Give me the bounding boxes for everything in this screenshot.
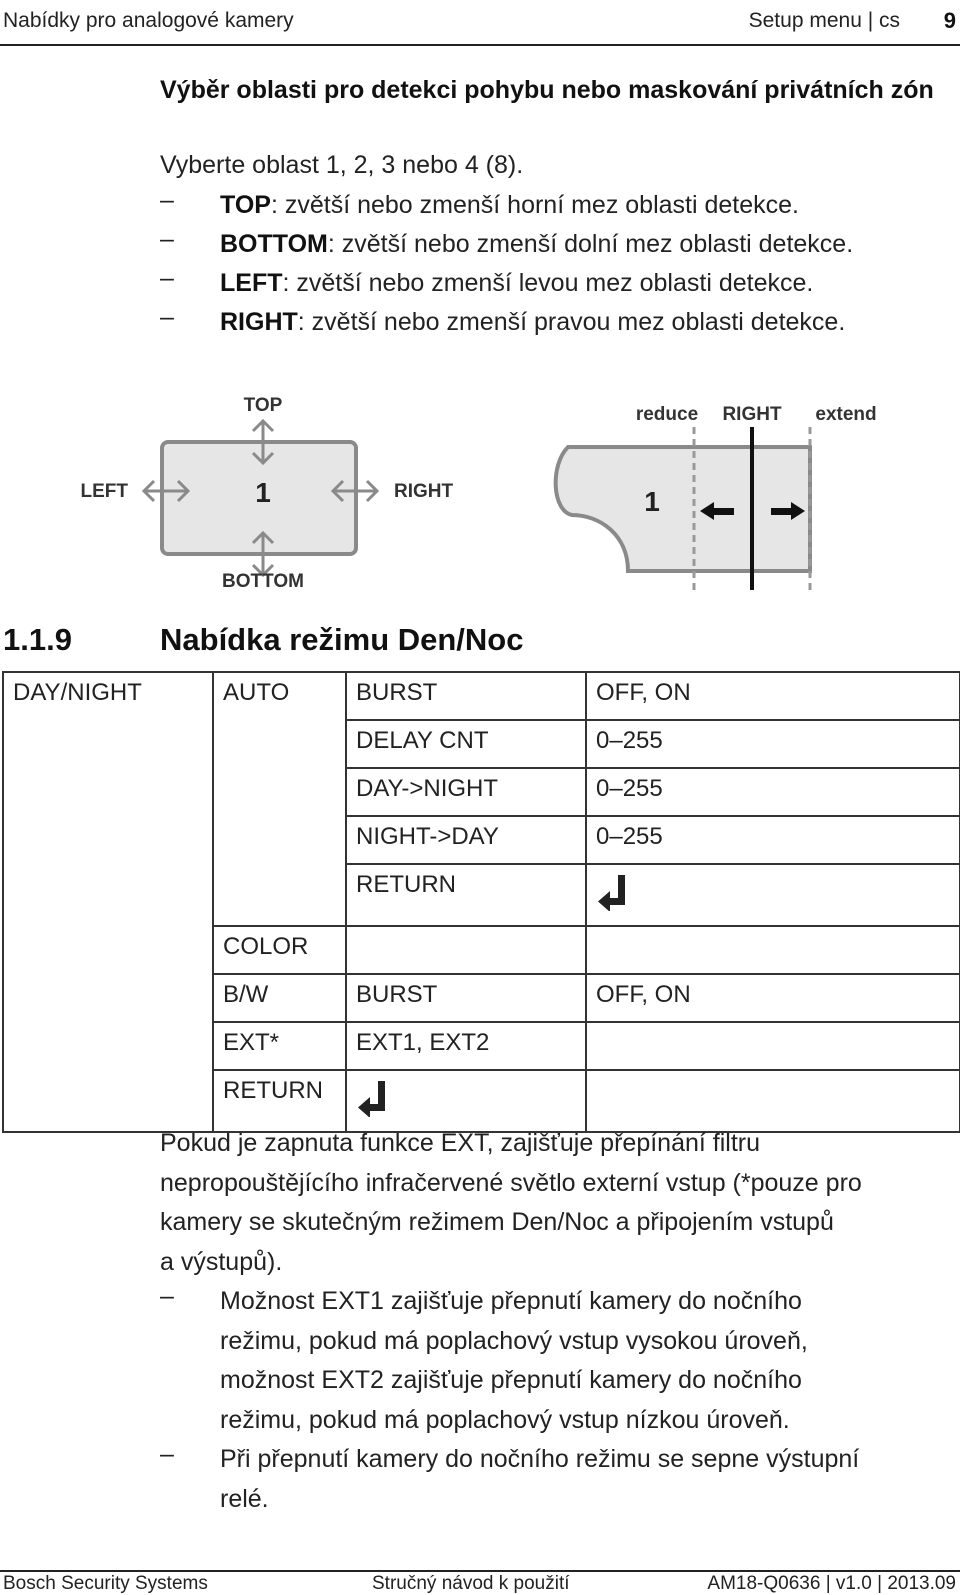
section-intro: Vyberte oblast 1, 2, 3 nebo 4 (8). — [160, 151, 524, 179]
footer-doc-id: AM18-Q0636 | v1.0 | 2013.09 — [707, 1573, 956, 1594]
diagram-area-number-2: 1 — [644, 486, 660, 517]
table-cell: 0–255 — [586, 768, 960, 816]
table-cell — [586, 1070, 960, 1132]
footer-company: Bosch Security Systems — [3, 1573, 208, 1594]
text-line: kamery se skutečným režimem Den/Noc a připojením vstupů — [160, 1208, 834, 1236]
text-line: Pokud je zapnuta funkce EXT, zajišťuje přepínání filtru — [160, 1129, 760, 1157]
list-item-right — [220, 303, 955, 343]
table-cell: BURST — [346, 672, 586, 720]
table-cell — [346, 926, 586, 974]
list-dash: – — [160, 264, 174, 292]
list-item-ext — [220, 1282, 955, 1440]
section-title: Výběr oblasti pro detekci pohybu nebo maskování privátních zón — [160, 76, 934, 104]
text-line: možnost EXT2 zajišťuje přepnutí kamery do nočního — [220, 1366, 802, 1394]
diagram-reduce-label: reduce — [635, 404, 699, 425]
menu-root-cell: DAY/NIGHT — [3, 672, 213, 1132]
diagram-area-number: 1 — [255, 477, 271, 508]
day-night-menu-table — [2, 671, 960, 1133]
item-key: RIGHT — [220, 308, 298, 336]
diagram-extend-label: extend — [815, 404, 877, 425]
item-key: TOP — [220, 191, 271, 219]
table-cell: 0–255 — [586, 720, 960, 768]
table-cell: DELAY CNT — [346, 720, 586, 768]
table-cell: RETURN — [346, 864, 586, 926]
header-chapter: Nabídky pro analogové kamery — [3, 9, 294, 32]
text-line: relé. — [220, 1484, 269, 1513]
text-line: režimu, pokud má poplachový vstup nízkou úroveň. — [220, 1405, 790, 1434]
return-arrow-icon — [596, 871, 630, 911]
table-cell: RETURN — [213, 1070, 346, 1132]
diagram-left-label: LEFT — [80, 481, 128, 502]
item-text: : zvětší nebo zmenší levou mez oblasti detekce. — [282, 269, 814, 297]
table-cell: EXT1, EXT2 — [346, 1022, 586, 1070]
table-cell — [586, 926, 960, 974]
diagram-right-label: RIGHT — [394, 481, 454, 502]
text-line: režimu, pokud má poplachový vstup vysokou úroveň, — [220, 1326, 808, 1355]
table-cell: BURST — [346, 974, 586, 1022]
list-dash: – — [160, 225, 174, 253]
item-key: BOTTOM — [220, 230, 328, 258]
table-cell — [586, 864, 960, 926]
subsection-number: 1.1.9 — [3, 622, 72, 657]
footer-doc-title: Stručný návod k použití — [372, 1573, 570, 1594]
table-cell — [586, 1022, 960, 1070]
list-dash: – — [160, 303, 174, 331]
list-dash: – — [160, 1282, 174, 1310]
table-cell — [346, 1070, 586, 1132]
text-line: Možnost EXT1 zajišťuje přepnutí kamery do nočního — [220, 1287, 802, 1315]
table-row — [3, 672, 960, 720]
item-text: : zvětší nebo zmenší dolní mez oblasti detekce. — [327, 230, 854, 258]
table-cell: DAY->NIGHT — [346, 768, 586, 816]
item-key: LEFT — [220, 269, 283, 297]
table-cell: AUTO — [213, 672, 346, 926]
table-cell: OFF, ON — [586, 974, 960, 1022]
detection-area-diagram — [0, 385, 960, 610]
list-dash: – — [160, 1440, 174, 1468]
ext-description — [160, 1124, 955, 1282]
list-dash: – — [160, 186, 174, 214]
list-item-bottom — [220, 225, 955, 265]
list-item-relay — [220, 1440, 955, 1519]
subsection-title: Nabídka režimu Den/Noc — [160, 622, 524, 657]
diagram-right2-label: RIGHT — [722, 404, 782, 425]
text-line: a výstupů). — [160, 1247, 283, 1276]
table-cell: COLOR — [213, 926, 346, 974]
text-line: nepropouštějícího infračervené světlo externí vstup (*pouze pro — [160, 1168, 862, 1197]
page-header — [0, 0, 960, 46]
diagram-top-label: TOP — [243, 395, 283, 416]
diagram-bottom-label: BOTTOM — [222, 571, 304, 592]
table-cell: 0–255 — [586, 816, 960, 864]
table-cell: NIGHT->DAY — [346, 816, 586, 864]
page-footer — [0, 1570, 960, 1593]
table-cell: OFF, ON — [586, 672, 960, 720]
page-number: 9 — [943, 8, 956, 33]
text-line: Při přepnutí kamery do nočního režimu se sepne výstupní — [220, 1445, 860, 1473]
list-item-top — [220, 186, 955, 226]
list-item-left — [220, 264, 955, 304]
item-text: : zvětší nebo zmenší horní mez oblasti detekce. — [270, 191, 799, 219]
return-arrow-icon — [356, 1077, 390, 1117]
table-cell: EXT* — [213, 1022, 346, 1070]
item-text: : zvětší nebo zmenší pravou mez oblasti detekce. — [297, 308, 846, 336]
header-section: Setup menu | cs — [748, 9, 900, 32]
table-cell: B/W — [213, 974, 346, 1022]
